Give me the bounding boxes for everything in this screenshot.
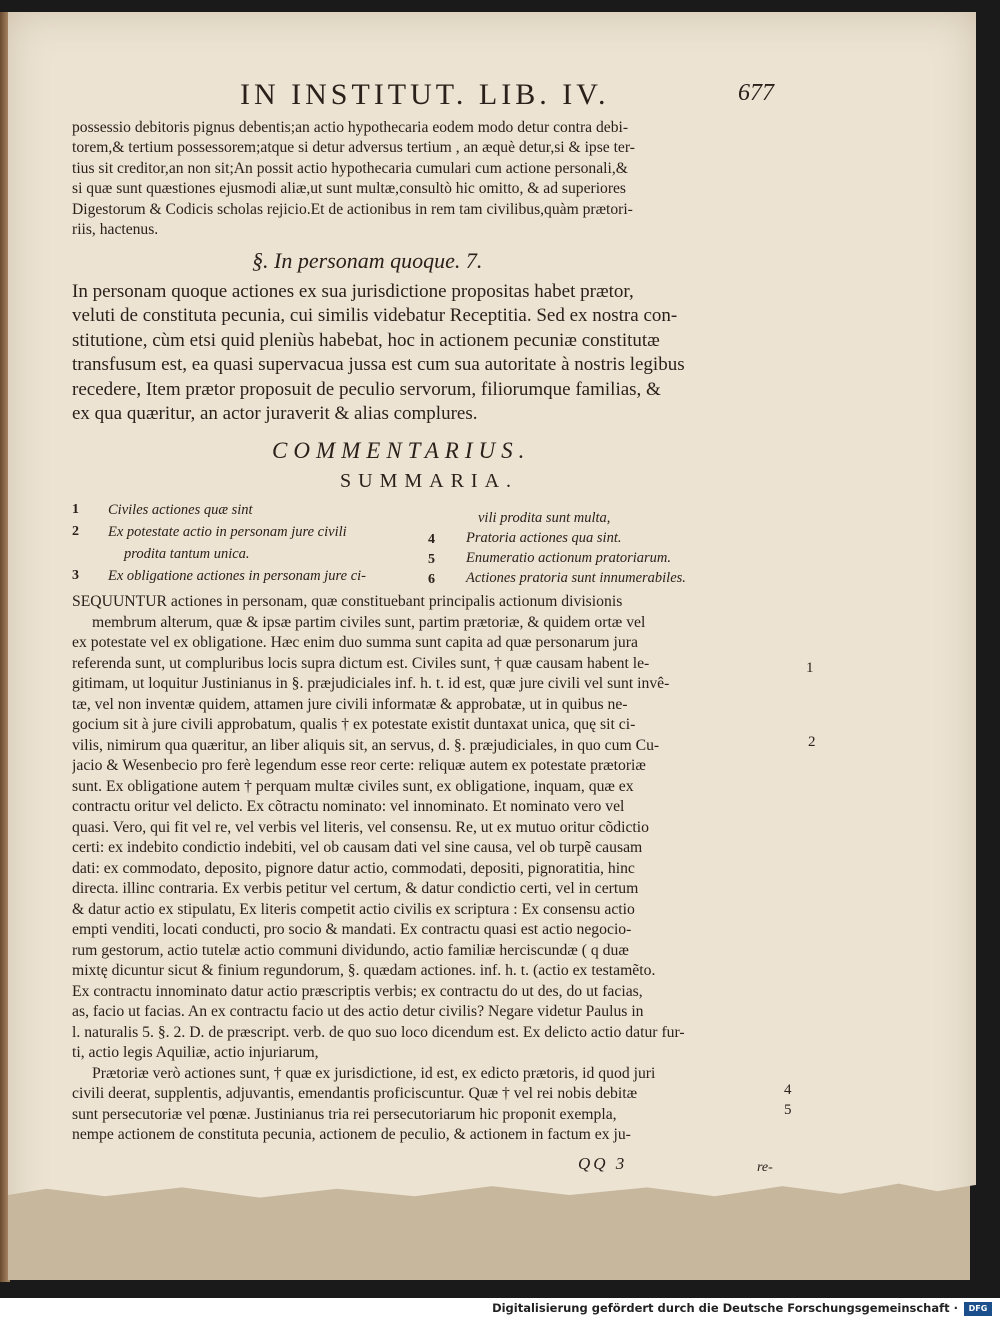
text-line: certi: ex indebito condictio indebiti, vel ob causam dati vel sine causa, vel ob turpẽ causam (72, 839, 643, 856)
text-line: sunt persecutoriæ vel pœnæ. Justinianus tria rei persecutoriarum hic proponit exempla, (72, 1105, 617, 1123)
signature-mark: QQ 3 (578, 1154, 628, 1173)
text-line: veluti de constituta pecunia, cui similis videbatur Receptitia. Sed ex nostra con- (72, 305, 678, 327)
text-line: mixtę dicuntur sicut & finium regundorum, §. quædam actiones. inf. h. t. (actio ex testamẽto. (72, 962, 656, 979)
catchword: re- (757, 1160, 773, 1175)
dfg-logo: DFG (964, 1302, 992, 1316)
summary-number: 5 (428, 552, 435, 567)
summaria-list (72, 502, 792, 592)
text-line: gocium sit à jure civili approbatum, qualis † ex potestate existit duntaxat unica, quę sit ci- (72, 716, 636, 733)
underlying-page (8, 1180, 970, 1280)
text-line: dati: ex commodato, deposito, pignore datur actio, commodati, depositi, pignoratitia, hinc (72, 859, 635, 877)
footer-bar (0, 1298, 1000, 1320)
text-line: si quæ sunt quæstiones ejusmodi aliæ,ut sunt multæ,consultò hic omitto, & ad superiores (72, 180, 627, 198)
summary-item: Pratoria actiones qua sint. (466, 530, 622, 546)
text-line: riis, hactenus. (72, 221, 159, 239)
summary-item: Actiones pratoria sunt innumerabiles. (466, 570, 686, 586)
text-line: gitimam, ut loquitur Justinianus in §. præjudiciales inf. h. t. id est, quæ jure civili vel sunt invê- (72, 675, 670, 692)
margin-note: 5 (784, 1102, 792, 1118)
margin-note: 2 (808, 734, 816, 750)
text-line: In personam quoque actiones ex sua jurisdictione propositas habet prætor, (72, 281, 634, 302)
text-line: civili deerat, supplentis, adjuvantis, emendantis proficiscuntur. Quæ † vel rei nobis debitæ (72, 1085, 638, 1102)
text-line: transfusum est, ea quasi supervacua jussa est cum sua autoritate à nostris legibus (72, 354, 685, 376)
text-line: tæ, vel non inventæ quidem, attamen jure civili informatæ & approbatæ, ut in quibus ne- (72, 695, 628, 713)
summary-item: Civiles actiones quæ sint (108, 502, 253, 518)
summary-item: Enumeratio actionum pratoriarum. (466, 550, 672, 566)
text-line: empti venditi, locati conducti, pro socio & mandati. Ex contractu quasi est actio negocio- (72, 921, 632, 938)
summary-number: 1 (72, 502, 79, 517)
text-line: rum gestorum, actio tutelæ actio communi dividundo, actio familiæ herciscundæ ( q duæ (72, 941, 629, 959)
text-line: jacio & Wesenbecio pro ferè legendum esse reor certe: reliquæ autem ex potestate prætoriæ (72, 757, 646, 774)
text-line: referenda sunt, ut compluribus locis supra dictum est. Civiles sunt, † quæ causam habent le- (72, 654, 650, 672)
summaria-title: SUMMARIA. (340, 470, 519, 492)
summary-item: Ex obligatione actiones in personam jure ci- (108, 568, 366, 584)
text-line: Digestorum & Codicis scholas rejicio.Et de actionibus in rem tam civilibus,quàm prætori- (72, 200, 633, 218)
text-line: contractu oritur vel delicto. Ex cõtractu nominato: vel innominato. Et nominato vero vel (72, 798, 625, 815)
summary-item: Ex potestate actio in personam jure civili (108, 524, 347, 540)
text-line: Prætoriæ verò actiones sunt, † quæ ex jurisdictione, id est, ex edicto prætoris, id quod juri (92, 1064, 656, 1082)
text-line: directa. illinc contraria. Ex verbis petitur vel certum, & datur condictio certi, vel in certum (72, 880, 639, 897)
text-line: tius sit creditor,an non sit;An possit actio hypothecaria cumulari cum actione personali,& (72, 159, 628, 177)
summary-number: 4 (428, 532, 435, 547)
text-line: quasi. Vero, qui fit vel re, vel verbis vel literis, vel consensu. Re, ut ex mutuo oritur cõdictio (72, 818, 649, 836)
section-heading: §. In personam quoque. 7. (252, 248, 483, 273)
text-line: possessio debitoris pignus debentis;an actio hypothecaria eodem modo detur contra debi- (72, 119, 629, 136)
margin-note: 1 (806, 660, 814, 676)
text-line: vilis, nimirum qua quæritur, an liber aliquis sit, an servus, d. §. præjudiciales, in quo cum Cu- (72, 736, 660, 754)
continuation-paragraph (72, 118, 792, 240)
lex-paragraph (72, 280, 792, 426)
summary-number: 3 (72, 568, 79, 583)
commentary-body (72, 592, 792, 1146)
summary-number: 2 (72, 524, 79, 539)
margin-note: 4 (784, 1082, 792, 1098)
summary-item: vili prodita sunt multa, (478, 510, 611, 526)
page-number: 677 (738, 80, 774, 106)
summary-number: 6 (428, 572, 435, 587)
summary-item: prodita tantum unica. (124, 546, 250, 562)
text-line: ex potestate vel ex obligatione. Hæc enim duo summa sunt capita ad quæ personarum jura (72, 634, 638, 651)
text-line: ti, actio legis Aquiliæ, actio injuriarum, (72, 1044, 319, 1061)
commentary-title: COMMENTARIUS. (272, 438, 531, 463)
text-line: membrum alterum, quæ & ipsæ partim civiles sunt, partim prætoriæ, & quidem ortæ vel (92, 613, 646, 631)
text-line: Ex contractu innominato datur actio præscriptis verbis; ex contractu do ut des, do ut facias, (72, 982, 643, 1000)
footer-credit: Digitalisierung gefördert durch die Deutsche Forschungsgemeinschaft · (492, 1301, 958, 1315)
text-line: as, facio ut facias. An ex contractu facio ut des actio detur civilis? Negare videtur Paulus in (72, 1003, 644, 1020)
text-line: stitutione, cùm etsi quid pleniùs habebat, hoc in actionem pecuniæ constitutæ (72, 329, 660, 351)
text-line: torem,& tertium possessorem;atque si detur adversus tertium , an æquè detur,si & ipse ter- (72, 139, 635, 157)
text-line: & datur actio ex stipulatu, Ex literis competit actio civilis ex scriptura : Ex consensu actio (72, 900, 635, 918)
text-line: ex qua quæritur, an actor juraverit & alias complures. (72, 403, 478, 425)
running-head: IN INSTITUT. LIB. IV. (240, 78, 610, 111)
text-line: sunt. Ex obligatione autem † perquam multæ civiles sunt, ex obligatione, inquam, quæ ex (72, 777, 634, 795)
text-line: SEQUUNTUR actiones in personam, quæ constituebant principalis actionum divisionis (72, 593, 623, 610)
text-line: recedere, Item prætor proposuit de peculio servorum, filiorumque familias, & (72, 378, 661, 400)
text-line: l. naturalis 5. §. 2. D. de præscript. verb. de quo suo loco dicendum est. Ex delicto actio datur fur- (72, 1023, 685, 1041)
text-line: nempe actionem de constituta pecunia, actionem de peculio, & actionem in factum ex ju- (72, 1126, 631, 1143)
